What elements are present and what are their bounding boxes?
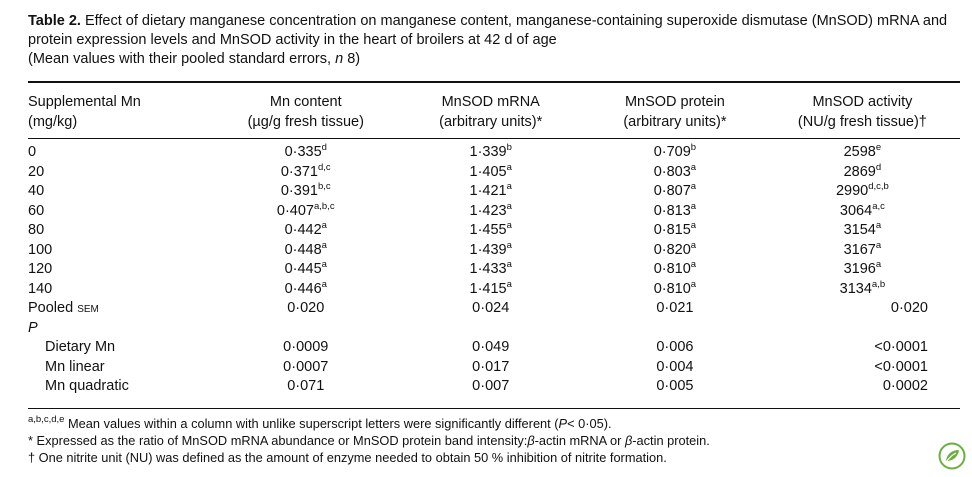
cell-mnsod-mrna bbox=[396, 202, 585, 222]
cell-supplemental-mn: 20 bbox=[28, 163, 45, 180]
cell-mnsod-mrna-value: 1·439 bbox=[469, 241, 507, 258]
cell-mn-content bbox=[215, 202, 396, 222]
cell-mnsod-mrna-superscript: b bbox=[506, 142, 512, 153]
top-rule bbox=[28, 81, 960, 83]
cell-mnsod-activity bbox=[765, 202, 960, 222]
cell-p-c2: 0·049 bbox=[472, 339, 510, 355]
cell-mnsod-activity-superscript: a bbox=[875, 220, 882, 231]
cell-mnsod-protein bbox=[585, 241, 765, 261]
cell-mn-content bbox=[215, 143, 396, 163]
cell-mnsod-mrna-value: 1·415 bbox=[469, 280, 507, 297]
cell-mnsod-protein-value: 0·820 bbox=[653, 241, 691, 258]
cell-mnsod-activity-value: 3167 bbox=[843, 241, 876, 258]
cell-supplemental-mn: 140 bbox=[28, 280, 53, 297]
cell-mnsod-protein bbox=[585, 202, 765, 222]
cell-mn-content-superscript: a bbox=[321, 220, 327, 231]
header-unit-mg-kg: (mg/kg) bbox=[28, 113, 78, 130]
p-value-row bbox=[28, 338, 960, 358]
footnote-arbitrary-units bbox=[28, 432, 958, 449]
open-access-leaf-icon bbox=[938, 442, 966, 470]
cell-mnsod-mrna bbox=[396, 221, 585, 241]
cell-p-c3: 0·006 bbox=[656, 339, 694, 355]
table-row bbox=[28, 202, 960, 222]
cell-mnsod-protein-value: 0·803 bbox=[653, 163, 691, 180]
table-row bbox=[28, 163, 960, 183]
cell-mn-content-superscript: a bbox=[321, 239, 327, 251]
footnote-nitrite-unit: † One nitrite unit (NU) was defined as the amount of enzyme needed to obtain 50 % inhibition of nitrite formation. bbox=[28, 450, 667, 465]
cell-mnsod-protein-value: 0·813 bbox=[653, 202, 691, 219]
cell-mnsod-protein-superscript: b bbox=[690, 142, 697, 153]
cell-mnsod-mrna-superscript: a bbox=[506, 220, 512, 231]
cell-mnsod-mrna-value: 1·423 bbox=[469, 202, 507, 219]
cell-mn-content-superscript: a,b,c bbox=[314, 200, 335, 212]
cell-mn-content-value: 0·371 bbox=[280, 163, 318, 180]
header-mnsod-activity: MnSOD activity bbox=[812, 94, 913, 110]
cell-supplemental-mn: 100 bbox=[28, 241, 53, 258]
cell-pooled-c1: 0·020 bbox=[287, 300, 325, 316]
cell-mnsod-protein-superscript: a bbox=[690, 239, 697, 251]
p-row-label: Mn quadratic bbox=[45, 378, 129, 394]
header-unit-ug-g: (µg/g fresh tissue) bbox=[247, 113, 364, 130]
cell-mn-content-superscript: a bbox=[321, 278, 327, 290]
cell-mnsod-activity bbox=[765, 280, 960, 300]
empty-cell bbox=[215, 319, 396, 339]
table-label: Table 2. bbox=[28, 13, 81, 29]
footnote-ratio-end: -actin protein. bbox=[632, 433, 710, 448]
p-value-heading-row bbox=[28, 319, 960, 339]
caption-subtext-prefix: (Mean values with their pooled standard errors, bbox=[28, 51, 332, 67]
pooled-label-text: Pooled bbox=[28, 300, 78, 316]
header-mnsod-protein: MnSOD protein bbox=[624, 94, 725, 110]
footnote-beta-2: β bbox=[624, 433, 633, 448]
cell-mnsod-protein-superscript: a bbox=[690, 259, 697, 270]
cell-supplemental-mn: 40 bbox=[28, 183, 45, 199]
cell-mn-content bbox=[215, 280, 396, 300]
header-unit-nu-g: (NU/g fresh tissue)† bbox=[797, 113, 927, 130]
cell-mnsod-activity bbox=[765, 143, 960, 163]
header-unit-arbitrary-2: (arbitrary units)* bbox=[623, 113, 727, 130]
header-mnsod-mrna: MnSOD mRNA bbox=[441, 94, 540, 110]
cell-mn-content-value: 0·335 bbox=[284, 144, 322, 160]
table-caption bbox=[28, 12, 958, 69]
cell-mnsod-mrna bbox=[396, 280, 585, 300]
cell-mnsod-activity bbox=[765, 163, 960, 183]
footnote-superscripts: a,b,c,d,e bbox=[28, 414, 65, 425]
empty-cell bbox=[765, 319, 960, 339]
cell-mnsod-protein bbox=[585, 221, 765, 241]
cell-mnsod-activity-value: 3064 bbox=[839, 202, 873, 219]
table-row bbox=[28, 143, 960, 163]
cell-mnsod-protein-superscript: a bbox=[690, 200, 697, 212]
footnote-beta-1: β bbox=[527, 433, 535, 448]
pooled-sem-row bbox=[28, 299, 960, 319]
cell-mnsod-mrna-value: 1·433 bbox=[469, 261, 507, 277]
cell-mn-content-superscript: d bbox=[321, 142, 327, 153]
cell-mnsod-activity-superscript: d,c,b bbox=[868, 181, 889, 192]
table-row bbox=[28, 241, 960, 261]
cell-mn-content-value: 0·407 bbox=[276, 202, 314, 219]
cell-mnsod-protein-value: 0·815 bbox=[653, 222, 691, 238]
p-value-label: P bbox=[28, 319, 38, 336]
cell-mnsod-mrna-superscript: a bbox=[506, 200, 512, 212]
cell-mnsod-protein bbox=[585, 143, 765, 163]
cell-mnsod-activity-superscript: a bbox=[875, 239, 882, 251]
cell-mnsod-protein-superscript: a bbox=[690, 161, 697, 173]
p-row-label: Mn linear bbox=[45, 358, 105, 375]
cell-mnsod-activity-superscript: e bbox=[875, 142, 882, 153]
cell-mnsod-mrna bbox=[396, 260, 585, 280]
cell-mnsod-activity-superscript: a bbox=[875, 259, 882, 270]
cell-supplemental-mn: 0 bbox=[28, 144, 37, 160]
table-row bbox=[28, 221, 960, 241]
cell-mnsod-protein bbox=[585, 280, 765, 300]
cell-mn-content-value: 0·442 bbox=[284, 222, 322, 238]
cell-mn-content bbox=[215, 221, 396, 241]
cell-supplemental-mn: 120 bbox=[28, 261, 53, 277]
cell-mn-content bbox=[215, 163, 396, 183]
p-row-label: Dietary Mn bbox=[45, 339, 116, 355]
cell-mnsod-protein-value: 0·810 bbox=[653, 280, 691, 297]
cell-mnsod-protein-value: 0·709 bbox=[653, 144, 691, 160]
cell-mnsod-activity-value: 3154 bbox=[843, 222, 876, 238]
cell-mnsod-mrna bbox=[396, 182, 585, 202]
data-table bbox=[28, 93, 960, 397]
cell-p-c4: 0·0002 bbox=[882, 378, 928, 394]
cell-mnsod-mrna-value: 1·339 bbox=[469, 144, 507, 160]
cell-mnsod-mrna-superscript: a bbox=[506, 278, 512, 290]
cell-mn-content bbox=[215, 241, 396, 261]
cell-mnsod-protein-value: 0·810 bbox=[653, 261, 691, 277]
cell-mnsod-mrna-superscript: a bbox=[506, 161, 512, 173]
cell-mnsod-activity-superscript: d bbox=[875, 161, 882, 173]
cell-mn-content-superscript: d,c bbox=[317, 161, 331, 173]
p-value-row bbox=[28, 377, 960, 397]
cell-mn-content-superscript: b,c bbox=[317, 181, 331, 192]
header-row-1 bbox=[28, 93, 960, 113]
header-unit-arbitrary-1: (arbitrary units)* bbox=[439, 113, 543, 130]
cell-mn-content-value: 0·445 bbox=[284, 261, 322, 277]
cell-supplemental-mn: 80 bbox=[28, 222, 45, 238]
cell-mnsod-activity bbox=[765, 260, 960, 280]
cell-mnsod-mrna-value: 1·455 bbox=[469, 222, 507, 238]
caption-subtext-n: n bbox=[335, 51, 344, 67]
footnote-ratio-text: * Expressed as the ratio of MnSOD mRNA abundance or MnSOD protein band intensity: bbox=[28, 433, 528, 448]
footnote-p-symbol: P bbox=[558, 416, 568, 431]
empty-cell bbox=[585, 319, 765, 339]
cell-p-c1: 0·0007 bbox=[283, 358, 329, 375]
table-row bbox=[28, 182, 960, 202]
cell-pooled-c4: 0·020 bbox=[890, 300, 928, 316]
cell-mnsod-mrna bbox=[396, 143, 585, 163]
table-row bbox=[28, 280, 960, 300]
table-body bbox=[28, 143, 960, 397]
cell-mnsod-mrna-value: 1·405 bbox=[469, 163, 507, 180]
cell-mn-content-value: 0·446 bbox=[284, 280, 322, 297]
cell-p-c4: <0·0001 bbox=[874, 339, 928, 355]
table-footnotes bbox=[28, 415, 958, 466]
caption-text: Effect of dietary manganese concentration on manganese content, manganese-containing superoxide dismutase (MnSOD) mRNA and protein expression levels and MnSOD activity in the heart of broilers at 42 d of age bbox=[28, 13, 948, 48]
cell-pooled-c2: 0·024 bbox=[472, 300, 510, 316]
cell-mnsod-activity-value: 2598 bbox=[843, 144, 876, 160]
cell-mnsod-mrna bbox=[396, 241, 585, 261]
cell-mnsod-activity-superscript: a,c bbox=[872, 200, 885, 212]
cell-p-c4: <0·0001 bbox=[874, 358, 928, 375]
cell-mnsod-mrna bbox=[396, 163, 585, 183]
header-supplemental-mn: Supplemental Mn bbox=[28, 94, 141, 110]
cell-mnsod-activity-value: 3196 bbox=[843, 261, 876, 277]
pooled-sem-label bbox=[28, 299, 215, 319]
cell-mnsod-mrna-value: 1·421 bbox=[469, 183, 507, 199]
cell-mnsod-activity bbox=[765, 221, 960, 241]
cell-mnsod-activity bbox=[765, 182, 960, 202]
cell-p-c1: 0·071 bbox=[287, 378, 325, 394]
cell-mnsod-protein-superscript: a bbox=[690, 278, 697, 290]
cell-mnsod-protein-superscript: a bbox=[690, 181, 697, 192]
cell-mnsod-protein-superscript: a bbox=[690, 220, 697, 231]
cell-mnsod-protein bbox=[585, 260, 765, 280]
cell-mn-content-value: 0·391 bbox=[280, 183, 318, 199]
header-mn-content: Mn content bbox=[269, 94, 342, 110]
cell-supplemental-mn: 60 bbox=[28, 202, 45, 219]
cell-mn-content bbox=[215, 182, 396, 202]
table-row bbox=[28, 260, 960, 280]
cell-mnsod-mrna-superscript: a bbox=[506, 239, 512, 251]
footnote-ratio-mid: -actin mRNA or bbox=[534, 433, 625, 448]
cell-mnsod-activity-value: 2869 bbox=[843, 163, 876, 180]
cell-mnsod-activity bbox=[765, 241, 960, 261]
cell-mnsod-mrna-superscript: a bbox=[506, 259, 512, 270]
cell-pooled-c3: 0·021 bbox=[656, 300, 694, 316]
cell-p-c3: 0·005 bbox=[656, 378, 694, 394]
footnote-significance-end: < 0·05). bbox=[567, 416, 612, 431]
footnote-significance bbox=[28, 415, 958, 432]
cell-mnsod-mrna-superscript: a bbox=[506, 181, 512, 192]
cell-mn-content bbox=[215, 260, 396, 280]
cell-p-c1: 0·0009 bbox=[283, 339, 329, 355]
header-row-2 bbox=[28, 113, 960, 133]
cell-mnsod-protein-value: 0·807 bbox=[653, 183, 691, 199]
cell-mnsod-protein bbox=[585, 182, 765, 202]
cell-mnsod-activity-superscript: a,b bbox=[871, 278, 886, 290]
caption-subtext-suffix: 8) bbox=[347, 51, 361, 67]
bottom-rule bbox=[28, 408, 960, 409]
cell-p-c2: 0·007 bbox=[472, 378, 510, 394]
cell-mnsod-activity-value: 2990 bbox=[835, 183, 869, 199]
cell-p-c2: 0·017 bbox=[472, 358, 510, 375]
footnote-significance-text: Mean values within a column with unlike superscript letters were significantly different ( bbox=[68, 416, 559, 431]
cell-p-c3: 0·004 bbox=[656, 358, 694, 375]
cell-mnsod-activity-value: 3134 bbox=[839, 280, 872, 297]
p-value-row bbox=[28, 358, 960, 378]
cell-mnsod-protein bbox=[585, 163, 765, 183]
cell-mn-content-superscript: a bbox=[321, 259, 327, 270]
empty-cell bbox=[396, 319, 585, 339]
cell-mn-content-value: 0·448 bbox=[284, 241, 322, 258]
sem-label-text: sem bbox=[77, 300, 99, 316]
